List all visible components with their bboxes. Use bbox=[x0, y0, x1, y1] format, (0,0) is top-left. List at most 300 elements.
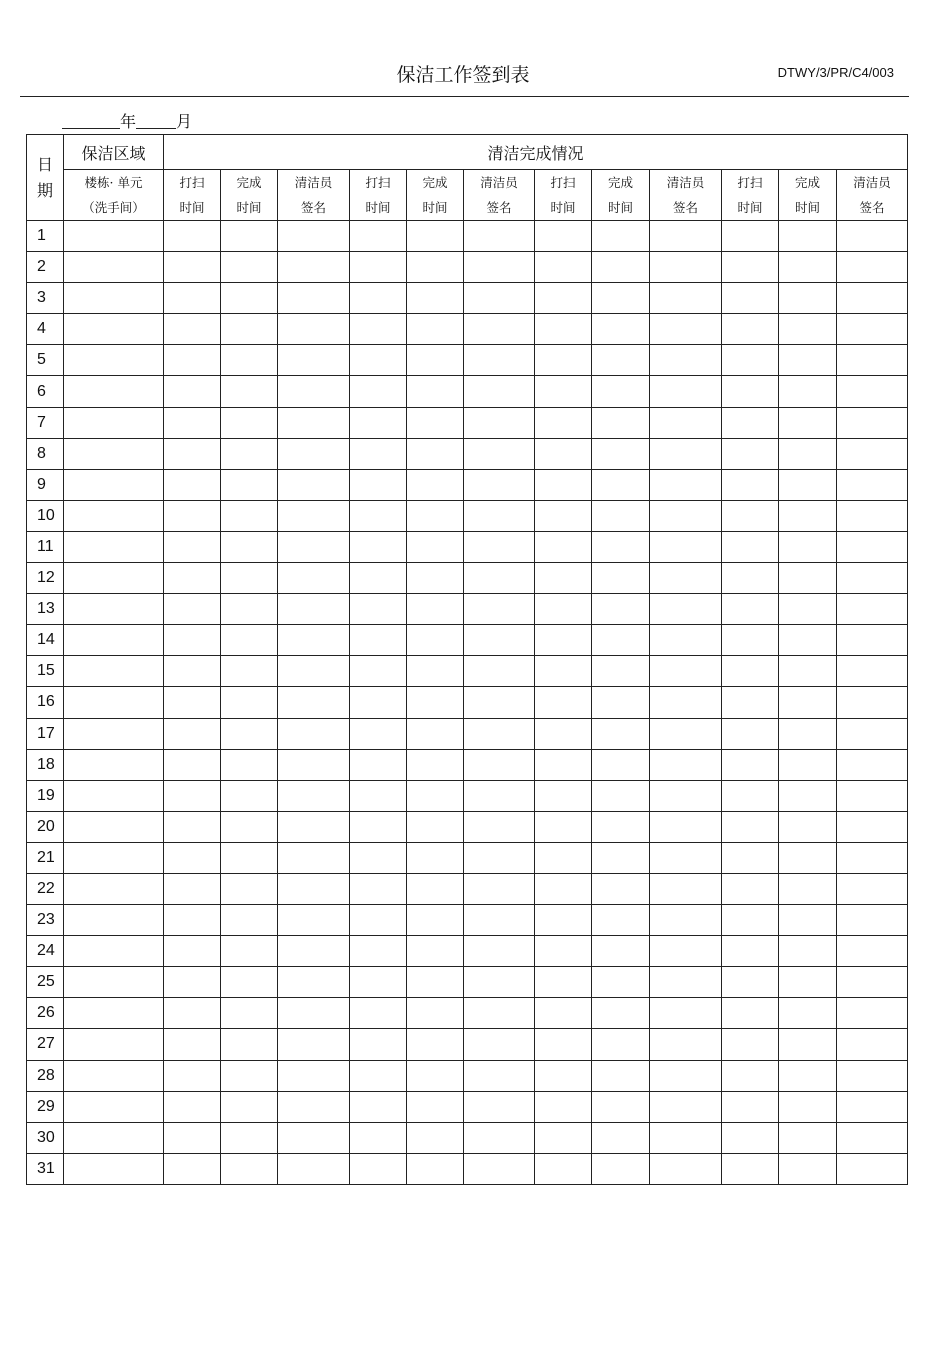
entry-cell[interactable] bbox=[407, 283, 464, 314]
entry-cell[interactable] bbox=[779, 345, 837, 376]
entry-cell[interactable] bbox=[535, 718, 592, 749]
area-cell[interactable] bbox=[64, 500, 164, 531]
entry-cell[interactable] bbox=[650, 967, 722, 998]
entry-cell[interactable] bbox=[779, 811, 837, 842]
entry-cell[interactable] bbox=[837, 811, 908, 842]
entry-cell[interactable] bbox=[278, 1122, 350, 1153]
entry-cell[interactable] bbox=[221, 936, 278, 967]
entry-cell[interactable] bbox=[407, 905, 464, 936]
entry-cell[interactable] bbox=[350, 1122, 407, 1153]
entry-cell[interactable] bbox=[407, 967, 464, 998]
entry-cell[interactable] bbox=[650, 283, 722, 314]
entry-cell[interactable] bbox=[278, 687, 350, 718]
entry-cell[interactable] bbox=[722, 811, 779, 842]
entry-cell[interactable] bbox=[221, 594, 278, 625]
entry-cell[interactable] bbox=[650, 1153, 722, 1184]
entry-cell[interactable] bbox=[722, 873, 779, 904]
entry-cell[interactable] bbox=[722, 376, 779, 407]
entry-cell[interactable] bbox=[535, 438, 592, 469]
entry-cell[interactable] bbox=[650, 873, 722, 904]
entry-cell[interactable] bbox=[278, 625, 350, 656]
area-cell[interactable] bbox=[64, 656, 164, 687]
entry-cell[interactable] bbox=[221, 718, 278, 749]
entry-cell[interactable] bbox=[464, 842, 535, 873]
entry-cell[interactable] bbox=[350, 967, 407, 998]
entry-cell[interactable] bbox=[779, 842, 837, 873]
entry-cell[interactable] bbox=[464, 656, 535, 687]
entry-cell[interactable] bbox=[535, 345, 592, 376]
entry-cell[interactable] bbox=[407, 469, 464, 500]
entry-cell[interactable] bbox=[837, 500, 908, 531]
entry-cell[interactable] bbox=[837, 1153, 908, 1184]
entry-cell[interactable] bbox=[407, 500, 464, 531]
entry-cell[interactable] bbox=[350, 749, 407, 780]
entry-cell[interactable] bbox=[278, 531, 350, 562]
entry-cell[interactable] bbox=[592, 407, 650, 438]
entry-cell[interactable] bbox=[350, 563, 407, 594]
entry-cell[interactable] bbox=[779, 1153, 837, 1184]
entry-cell[interactable] bbox=[221, 998, 278, 1029]
entry-cell[interactable] bbox=[650, 718, 722, 749]
entry-cell[interactable] bbox=[407, 314, 464, 345]
entry-cell[interactable] bbox=[221, 873, 278, 904]
entry-cell[interactable] bbox=[722, 563, 779, 594]
entry-cell[interactable] bbox=[164, 873, 221, 904]
area-cell[interactable] bbox=[64, 594, 164, 625]
entry-cell[interactable] bbox=[535, 531, 592, 562]
entry-cell[interactable] bbox=[837, 936, 908, 967]
entry-cell[interactable] bbox=[592, 221, 650, 252]
entry-cell[interactable] bbox=[407, 718, 464, 749]
entry-cell[interactable] bbox=[650, 625, 722, 656]
entry-cell[interactable] bbox=[779, 998, 837, 1029]
entry-cell[interactable] bbox=[350, 221, 407, 252]
entry-cell[interactable] bbox=[722, 967, 779, 998]
entry-cell[interactable] bbox=[722, 438, 779, 469]
entry-cell[interactable] bbox=[592, 749, 650, 780]
entry-cell[interactable] bbox=[407, 221, 464, 252]
entry-cell[interactable] bbox=[407, 873, 464, 904]
entry-cell[interactable] bbox=[464, 998, 535, 1029]
entry-cell[interactable] bbox=[407, 563, 464, 594]
entry-cell[interactable] bbox=[221, 283, 278, 314]
entry-cell[interactable] bbox=[164, 563, 221, 594]
entry-cell[interactable] bbox=[837, 842, 908, 873]
entry-cell[interactable] bbox=[164, 252, 221, 283]
entry-cell[interactable] bbox=[779, 718, 837, 749]
entry-cell[interactable] bbox=[221, 1060, 278, 1091]
entry-cell[interactable] bbox=[350, 1153, 407, 1184]
entry-cell[interactable] bbox=[837, 314, 908, 345]
entry-cell[interactable] bbox=[535, 314, 592, 345]
entry-cell[interactable] bbox=[592, 345, 650, 376]
entry-cell[interactable] bbox=[722, 1091, 779, 1122]
entry-cell[interactable] bbox=[535, 283, 592, 314]
entry-cell[interactable] bbox=[592, 687, 650, 718]
entry-cell[interactable] bbox=[278, 594, 350, 625]
entry-cell[interactable] bbox=[592, 531, 650, 562]
entry-cell[interactable] bbox=[464, 500, 535, 531]
entry-cell[interactable] bbox=[650, 221, 722, 252]
entry-cell[interactable] bbox=[650, 252, 722, 283]
entry-cell[interactable] bbox=[592, 1091, 650, 1122]
entry-cell[interactable] bbox=[592, 563, 650, 594]
area-cell[interactable] bbox=[64, 811, 164, 842]
area-cell[interactable] bbox=[64, 1029, 164, 1060]
entry-cell[interactable] bbox=[837, 221, 908, 252]
area-cell[interactable] bbox=[64, 873, 164, 904]
entry-cell[interactable] bbox=[278, 780, 350, 811]
entry-cell[interactable] bbox=[779, 780, 837, 811]
entry-cell[interactable] bbox=[464, 1153, 535, 1184]
entry-cell[interactable] bbox=[837, 656, 908, 687]
entry-cell[interactable] bbox=[221, 656, 278, 687]
entry-cell[interactable] bbox=[221, 563, 278, 594]
entry-cell[interactable] bbox=[350, 1091, 407, 1122]
entry-cell[interactable] bbox=[164, 780, 221, 811]
entry-cell[interactable] bbox=[407, 1091, 464, 1122]
entry-cell[interactable] bbox=[535, 936, 592, 967]
entry-cell[interactable] bbox=[350, 283, 407, 314]
entry-cell[interactable] bbox=[837, 625, 908, 656]
entry-cell[interactable] bbox=[407, 1060, 464, 1091]
entry-cell[interactable] bbox=[350, 1029, 407, 1060]
entry-cell[interactable] bbox=[221, 625, 278, 656]
area-cell[interactable] bbox=[64, 252, 164, 283]
entry-cell[interactable] bbox=[535, 842, 592, 873]
entry-cell[interactable] bbox=[779, 563, 837, 594]
entry-cell[interactable] bbox=[278, 1091, 350, 1122]
entry-cell[interactable] bbox=[407, 936, 464, 967]
entry-cell[interactable] bbox=[350, 811, 407, 842]
year-blank[interactable] bbox=[62, 112, 120, 129]
area-cell[interactable] bbox=[64, 967, 164, 998]
entry-cell[interactable] bbox=[221, 749, 278, 780]
entry-cell[interactable] bbox=[350, 376, 407, 407]
entry-cell[interactable] bbox=[221, 842, 278, 873]
entry-cell[interactable] bbox=[164, 842, 221, 873]
entry-cell[interactable] bbox=[779, 687, 837, 718]
area-cell[interactable] bbox=[64, 1153, 164, 1184]
entry-cell[interactable] bbox=[592, 1029, 650, 1060]
entry-cell[interactable] bbox=[407, 811, 464, 842]
entry-cell[interactable] bbox=[278, 936, 350, 967]
entry-cell[interactable] bbox=[221, 500, 278, 531]
entry-cell[interactable] bbox=[592, 1153, 650, 1184]
entry-cell[interactable] bbox=[221, 221, 278, 252]
entry-cell[interactable] bbox=[221, 531, 278, 562]
month-blank[interactable] bbox=[136, 112, 176, 129]
entry-cell[interactable] bbox=[722, 905, 779, 936]
entry-cell[interactable] bbox=[650, 687, 722, 718]
entry-cell[interactable] bbox=[592, 811, 650, 842]
entry-cell[interactable] bbox=[535, 1122, 592, 1153]
entry-cell[interactable] bbox=[779, 314, 837, 345]
entry-cell[interactable] bbox=[164, 718, 221, 749]
entry-cell[interactable] bbox=[722, 1153, 779, 1184]
entry-cell[interactable] bbox=[592, 998, 650, 1029]
entry-cell[interactable] bbox=[350, 625, 407, 656]
entry-cell[interactable] bbox=[164, 469, 221, 500]
entry-cell[interactable] bbox=[650, 500, 722, 531]
entry-cell[interactable] bbox=[779, 594, 837, 625]
area-cell[interactable] bbox=[64, 998, 164, 1029]
entry-cell[interactable] bbox=[837, 376, 908, 407]
entry-cell[interactable] bbox=[221, 376, 278, 407]
entry-cell[interactable] bbox=[650, 780, 722, 811]
entry-cell[interactable] bbox=[464, 1122, 535, 1153]
area-cell[interactable] bbox=[64, 780, 164, 811]
entry-cell[interactable] bbox=[535, 998, 592, 1029]
entry-cell[interactable] bbox=[650, 531, 722, 562]
entry-cell[interactable] bbox=[650, 594, 722, 625]
entry-cell[interactable] bbox=[535, 252, 592, 283]
entry-cell[interactable] bbox=[650, 438, 722, 469]
entry-cell[interactable] bbox=[535, 1029, 592, 1060]
area-cell[interactable] bbox=[64, 842, 164, 873]
entry-cell[interactable] bbox=[837, 531, 908, 562]
entry-cell[interactable] bbox=[221, 967, 278, 998]
entry-cell[interactable] bbox=[592, 252, 650, 283]
entry-cell[interactable] bbox=[278, 811, 350, 842]
entry-cell[interactable] bbox=[535, 873, 592, 904]
entry-cell[interactable] bbox=[164, 407, 221, 438]
entry-cell[interactable] bbox=[464, 967, 535, 998]
entry-cell[interactable] bbox=[464, 905, 535, 936]
area-cell[interactable] bbox=[64, 905, 164, 936]
entry-cell[interactable] bbox=[407, 749, 464, 780]
entry-cell[interactable] bbox=[650, 842, 722, 873]
entry-cell[interactable] bbox=[535, 905, 592, 936]
entry-cell[interactable] bbox=[464, 221, 535, 252]
entry-cell[interactable] bbox=[464, 780, 535, 811]
entry-cell[interactable] bbox=[535, 1153, 592, 1184]
entry-cell[interactable] bbox=[164, 749, 221, 780]
entry-cell[interactable] bbox=[164, 1060, 221, 1091]
entry-cell[interactable] bbox=[278, 718, 350, 749]
entry-cell[interactable] bbox=[722, 594, 779, 625]
entry-cell[interactable] bbox=[535, 594, 592, 625]
area-cell[interactable] bbox=[64, 438, 164, 469]
entry-cell[interactable] bbox=[407, 998, 464, 1029]
entry-cell[interactable] bbox=[779, 221, 837, 252]
entry-cell[interactable] bbox=[650, 1060, 722, 1091]
entry-cell[interactable] bbox=[350, 438, 407, 469]
entry-cell[interactable] bbox=[221, 407, 278, 438]
entry-cell[interactable] bbox=[221, 469, 278, 500]
entry-cell[interactable] bbox=[464, 531, 535, 562]
entry-cell[interactable] bbox=[278, 749, 350, 780]
entry-cell[interactable] bbox=[278, 905, 350, 936]
area-cell[interactable] bbox=[64, 718, 164, 749]
entry-cell[interactable] bbox=[722, 1122, 779, 1153]
entry-cell[interactable] bbox=[779, 283, 837, 314]
entry-cell[interactable] bbox=[837, 873, 908, 904]
entry-cell[interactable] bbox=[350, 345, 407, 376]
entry-cell[interactable] bbox=[592, 873, 650, 904]
area-cell[interactable] bbox=[64, 345, 164, 376]
entry-cell[interactable] bbox=[221, 780, 278, 811]
entry-cell[interactable] bbox=[164, 936, 221, 967]
entry-cell[interactable] bbox=[837, 718, 908, 749]
entry-cell[interactable] bbox=[221, 1029, 278, 1060]
entry-cell[interactable] bbox=[464, 749, 535, 780]
entry-cell[interactable] bbox=[350, 842, 407, 873]
entry-cell[interactable] bbox=[350, 718, 407, 749]
entry-cell[interactable] bbox=[221, 345, 278, 376]
entry-cell[interactable] bbox=[407, 407, 464, 438]
entry-cell[interactable] bbox=[837, 407, 908, 438]
entry-cell[interactable] bbox=[407, 780, 464, 811]
entry-cell[interactable] bbox=[407, 1153, 464, 1184]
entry-cell[interactable] bbox=[164, 376, 221, 407]
entry-cell[interactable] bbox=[164, 438, 221, 469]
area-cell[interactable] bbox=[64, 625, 164, 656]
entry-cell[interactable] bbox=[535, 469, 592, 500]
entry-cell[interactable] bbox=[837, 563, 908, 594]
area-cell[interactable] bbox=[64, 687, 164, 718]
entry-cell[interactable] bbox=[535, 500, 592, 531]
entry-cell[interactable] bbox=[592, 718, 650, 749]
entry-cell[interactable] bbox=[592, 469, 650, 500]
entry-cell[interactable] bbox=[779, 469, 837, 500]
entry-cell[interactable] bbox=[464, 1060, 535, 1091]
entry-cell[interactable] bbox=[350, 500, 407, 531]
entry-cell[interactable] bbox=[164, 687, 221, 718]
entry-cell[interactable] bbox=[722, 1060, 779, 1091]
entry-cell[interactable] bbox=[535, 563, 592, 594]
entry-cell[interactable] bbox=[535, 687, 592, 718]
entry-cell[interactable] bbox=[464, 407, 535, 438]
entry-cell[interactable] bbox=[779, 1029, 837, 1060]
entry-cell[interactable] bbox=[464, 625, 535, 656]
entry-cell[interactable] bbox=[350, 873, 407, 904]
entry-cell[interactable] bbox=[164, 811, 221, 842]
entry-cell[interactable] bbox=[779, 1122, 837, 1153]
entry-cell[interactable] bbox=[722, 531, 779, 562]
entry-cell[interactable] bbox=[592, 376, 650, 407]
entry-cell[interactable] bbox=[779, 407, 837, 438]
area-cell[interactable] bbox=[64, 283, 164, 314]
entry-cell[interactable] bbox=[278, 314, 350, 345]
entry-cell[interactable] bbox=[407, 656, 464, 687]
entry-cell[interactable] bbox=[722, 252, 779, 283]
entry-cell[interactable] bbox=[350, 998, 407, 1029]
entry-cell[interactable] bbox=[464, 376, 535, 407]
entry-cell[interactable] bbox=[837, 469, 908, 500]
entry-cell[interactable] bbox=[837, 905, 908, 936]
entry-cell[interactable] bbox=[164, 345, 221, 376]
entry-cell[interactable] bbox=[278, 1060, 350, 1091]
entry-cell[interactable] bbox=[278, 221, 350, 252]
entry-cell[interactable] bbox=[278, 1153, 350, 1184]
entry-cell[interactable] bbox=[650, 998, 722, 1029]
entry-cell[interactable] bbox=[837, 967, 908, 998]
entry-cell[interactable] bbox=[278, 1029, 350, 1060]
entry-cell[interactable] bbox=[779, 376, 837, 407]
entry-cell[interactable] bbox=[164, 500, 221, 531]
entry-cell[interactable] bbox=[592, 594, 650, 625]
entry-cell[interactable] bbox=[164, 1122, 221, 1153]
area-cell[interactable] bbox=[64, 1060, 164, 1091]
entry-cell[interactable] bbox=[837, 687, 908, 718]
entry-cell[interactable] bbox=[464, 283, 535, 314]
entry-cell[interactable] bbox=[722, 625, 779, 656]
entry-cell[interactable] bbox=[592, 438, 650, 469]
entry-cell[interactable] bbox=[722, 469, 779, 500]
entry-cell[interactable] bbox=[350, 905, 407, 936]
entry-cell[interactable] bbox=[221, 905, 278, 936]
entry-cell[interactable] bbox=[650, 749, 722, 780]
entry-cell[interactable] bbox=[278, 283, 350, 314]
area-cell[interactable] bbox=[64, 469, 164, 500]
entry-cell[interactable] bbox=[350, 780, 407, 811]
entry-cell[interactable] bbox=[779, 656, 837, 687]
entry-cell[interactable] bbox=[278, 656, 350, 687]
entry-cell[interactable] bbox=[837, 438, 908, 469]
entry-cell[interactable] bbox=[221, 1153, 278, 1184]
entry-cell[interactable] bbox=[837, 283, 908, 314]
entry-cell[interactable] bbox=[650, 469, 722, 500]
entry-cell[interactable] bbox=[278, 967, 350, 998]
entry-cell[interactable] bbox=[221, 687, 278, 718]
entry-cell[interactable] bbox=[464, 594, 535, 625]
area-cell[interactable] bbox=[64, 936, 164, 967]
entry-cell[interactable] bbox=[650, 345, 722, 376]
entry-cell[interactable] bbox=[650, 314, 722, 345]
entry-cell[interactable] bbox=[837, 1122, 908, 1153]
entry-cell[interactable] bbox=[164, 1091, 221, 1122]
entry-cell[interactable] bbox=[722, 221, 779, 252]
entry-cell[interactable] bbox=[278, 998, 350, 1029]
entry-cell[interactable] bbox=[278, 438, 350, 469]
entry-cell[interactable] bbox=[722, 345, 779, 376]
entry-cell[interactable] bbox=[464, 438, 535, 469]
area-cell[interactable] bbox=[64, 531, 164, 562]
entry-cell[interactable] bbox=[464, 1091, 535, 1122]
entry-cell[interactable] bbox=[164, 656, 221, 687]
entry-cell[interactable] bbox=[779, 438, 837, 469]
entry-cell[interactable] bbox=[722, 283, 779, 314]
entry-cell[interactable] bbox=[221, 1091, 278, 1122]
entry-cell[interactable] bbox=[722, 1029, 779, 1060]
entry-cell[interactable] bbox=[350, 531, 407, 562]
entry-cell[interactable] bbox=[407, 625, 464, 656]
entry-cell[interactable] bbox=[350, 252, 407, 283]
entry-cell[interactable] bbox=[164, 998, 221, 1029]
entry-cell[interactable] bbox=[164, 905, 221, 936]
entry-cell[interactable] bbox=[837, 594, 908, 625]
entry-cell[interactable] bbox=[464, 718, 535, 749]
entry-cell[interactable] bbox=[779, 749, 837, 780]
entry-cell[interactable] bbox=[407, 594, 464, 625]
entry-cell[interactable] bbox=[350, 407, 407, 438]
entry-cell[interactable] bbox=[650, 656, 722, 687]
entry-cell[interactable] bbox=[779, 252, 837, 283]
entry-cell[interactable] bbox=[464, 563, 535, 594]
entry-cell[interactable] bbox=[837, 345, 908, 376]
entry-cell[interactable] bbox=[350, 1060, 407, 1091]
entry-cell[interactable] bbox=[722, 656, 779, 687]
entry-cell[interactable] bbox=[464, 1029, 535, 1060]
entry-cell[interactable] bbox=[535, 811, 592, 842]
area-cell[interactable] bbox=[64, 376, 164, 407]
entry-cell[interactable] bbox=[535, 749, 592, 780]
entry-cell[interactable] bbox=[278, 469, 350, 500]
entry-cell[interactable] bbox=[650, 1029, 722, 1060]
entry-cell[interactable] bbox=[221, 438, 278, 469]
entry-cell[interactable] bbox=[464, 687, 535, 718]
